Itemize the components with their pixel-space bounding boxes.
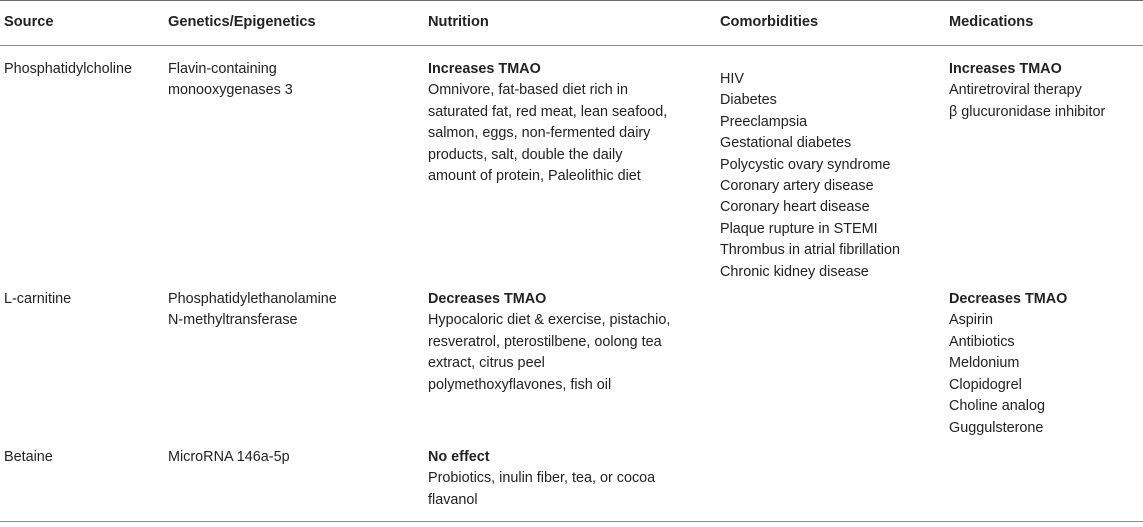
source-text: Betaine [4,448,53,465]
comorbidities-list [720,59,939,283]
nutrition-heading: Increases TMAO [428,61,541,77]
medication-item: Aspirin [949,312,993,329]
header-nutrition: Nutrition [424,1,716,46]
table-row [0,439,1143,522]
nutrition-line: saturated fat, red meat, lean seafood, [428,103,668,120]
medication-item: Clopidogrel [949,376,1022,393]
nutrition-line: salmon, eggs, non-fermented dairy [428,125,651,142]
comorbidity-item: Preeclampsia [720,113,808,130]
header-medications: Medications [945,1,1143,46]
medications-heading: Decreases TMAO [949,291,1068,308]
comorbidity-item: Coronary artery disease [720,178,874,195]
source-cell [0,283,164,439]
comorbidities-cell [716,46,945,284]
genetics-line: MicroRNA 146a-5p [168,448,290,465]
comorbidity-item: HIV [720,71,744,87]
source-cell [0,439,164,522]
medication-item: Choline analog [949,398,1046,415]
table-row [0,46,1143,284]
nutrition-line: polymethoxyflavones, fish oil [428,376,612,393]
nutrition-line: products, salt, double the daily [428,146,623,163]
genetics-cell [164,46,424,284]
nutrition-line: resveratrol, pterostilbene, oolong tea [428,333,662,350]
nutrition-cell [424,439,716,522]
nutrition-line: Omnivore, fat-based diet rich in [428,82,628,99]
medications-cell [945,46,1143,284]
comorbidities-cell [716,283,945,439]
comorbidity-item: Polycystic ovary syndrome [720,156,891,173]
nutrition-line: amount of protein, Paleolithic diet [428,168,641,185]
nutrition-cell [424,46,716,284]
nutrition-line: extract, citrus peel [428,355,545,372]
comorbidity-item: Coronary heart disease [720,199,870,216]
nutrition-line: flavanol [428,491,478,508]
nutrition-heading: Decreases TMAO [428,291,547,308]
genetics-cell [164,439,424,522]
genetics-line: Flavin-containing [168,61,277,77]
medications-heading: Increases TMAO [949,61,1062,77]
comorbidity-item: Gestational diabetes [720,135,852,152]
nutrition-line: Probiotics, inulin fiber, tea, or cocoa [428,470,656,487]
source-text: L-carnitine [4,291,72,308]
genetics-line: monooxygenases 3 [168,82,293,99]
table-row [0,283,1143,439]
header-row [0,1,1143,46]
medication-item: β glucuronidase inhibitor [949,103,1106,120]
medications-cell [945,283,1143,439]
header-comorbidities: Comorbidities [716,1,945,46]
genetics-line: Phosphatidylethanolamine [168,291,337,308]
medication-item: Meldonium [949,355,1020,372]
source-text: Phosphatidylcholine [4,61,133,77]
nutrition-heading: No effect [428,448,490,465]
comorbidity-item: Chronic kidney disease [720,263,869,280]
genetics-cell [164,283,424,439]
source-cell [0,46,164,284]
medication-item: Guggulsterone [949,419,1044,436]
header-source: Source [0,1,164,46]
comorbidity-item: Diabetes [720,92,777,109]
comorbidity-item: Thrombus in atrial fibrillation [720,242,900,259]
comorbidity-item: Plaque rupture in STEMI [720,220,878,237]
medication-item: Antiretroviral therapy [949,82,1082,99]
medication-item: Antibiotics [949,333,1015,350]
genetics-line: N-methyltransferase [168,312,298,329]
nutrition-cell [424,283,716,439]
medications-cell [945,439,1143,522]
nutrition-line: Hypocaloric diet & exercise, pistachio, [428,312,671,329]
header-genetics: Genetics/Epigenetics [164,1,424,46]
comorbidities-cell [716,439,945,522]
